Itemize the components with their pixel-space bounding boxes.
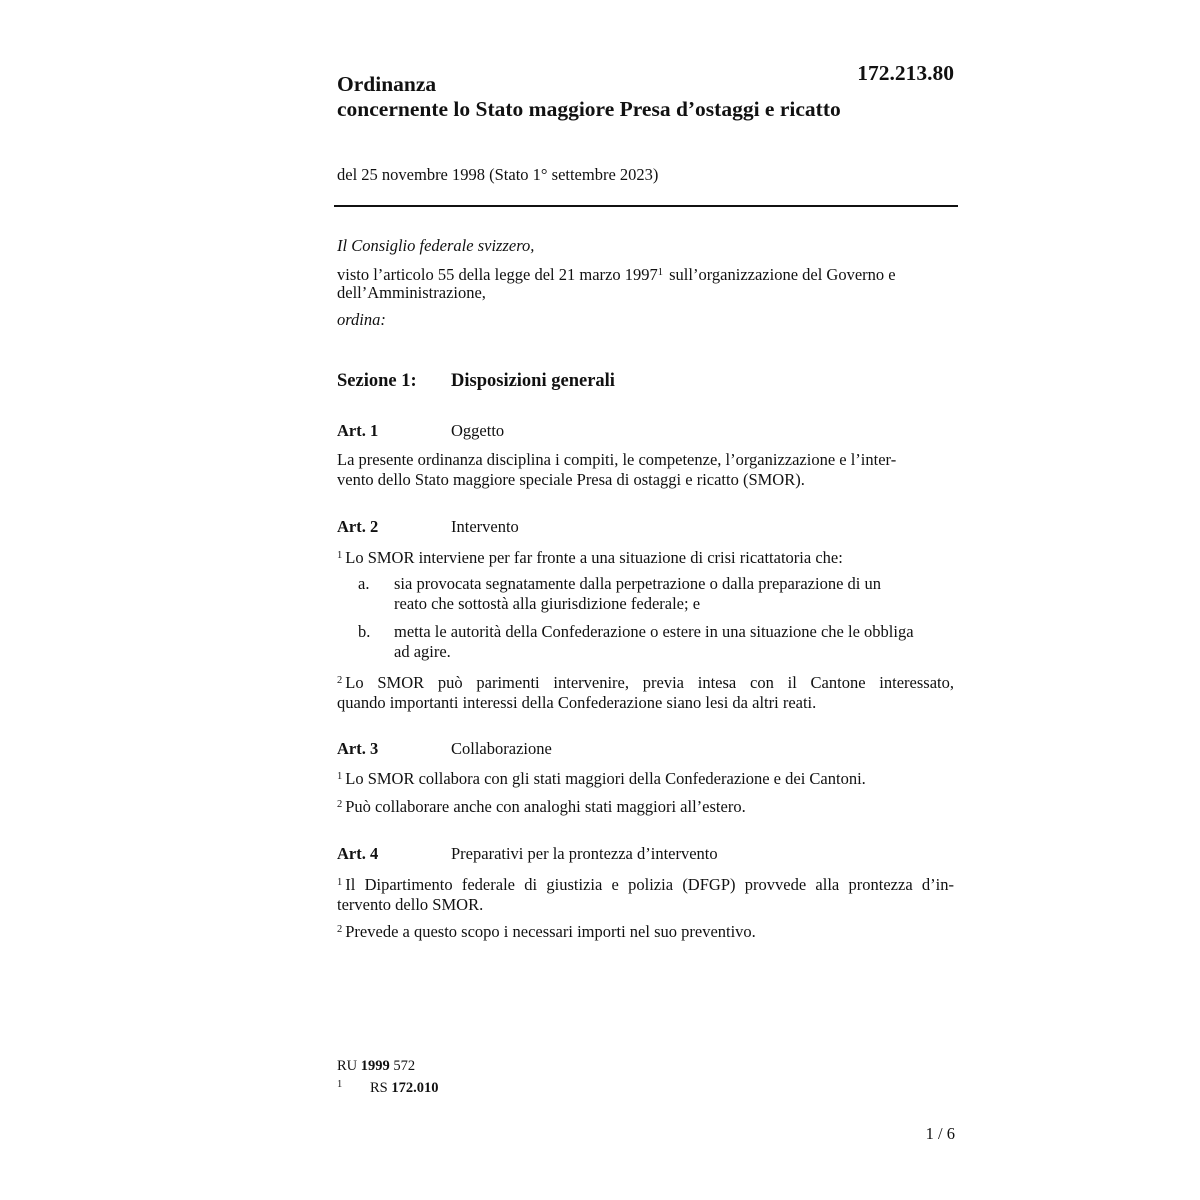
title-line-1: Ordinanza bbox=[337, 72, 437, 96]
paragraph-text: Lo SMOR collabora con gli stati maggiori della Confederazione e dei Cantoni. bbox=[345, 769, 866, 788]
article-paragraph bbox=[337, 920, 954, 942]
paragraph-number: 2 bbox=[337, 924, 343, 935]
list-item-marker: b. bbox=[358, 622, 371, 641]
article-number: Art. 1 bbox=[337, 421, 379, 440]
ru-prefix: RU bbox=[337, 1058, 358, 1074]
paragraph-line bbox=[337, 873, 954, 895]
preamble-basis-line-1 bbox=[337, 263, 896, 285]
article-title: Collaborazione bbox=[451, 739, 552, 758]
header-rule bbox=[334, 205, 958, 207]
paragraph-line: tervento dello SMOR. bbox=[337, 895, 484, 914]
list-item-line: ad agire. bbox=[394, 642, 451, 661]
article-paragraph bbox=[337, 671, 954, 713]
ru-page: 572 bbox=[393, 1058, 416, 1074]
footnote-marker: 1 bbox=[337, 1079, 343, 1090]
paragraph-line: quando importanti interessi della Confederazione siano lesi da altri reati. bbox=[337, 693, 817, 712]
footnote-prefix: RS bbox=[370, 1080, 388, 1096]
article-title: Preparativi per la prontezza d’intervento bbox=[451, 844, 718, 863]
paragraph-text: Prevede a questo scopo i necessari importi nel suo preventivo. bbox=[345, 922, 756, 941]
sr-number: 172.213.80 bbox=[857, 61, 954, 85]
article-paragraph bbox=[337, 767, 954, 789]
article-title: Intervento bbox=[451, 517, 519, 536]
date-line: del 25 novembre 1998 (Stato 1° settembre 2023) bbox=[337, 165, 659, 184]
paragraph-number: 1 bbox=[337, 771, 343, 782]
title-line-2: concernente lo Stato maggiore Presa d’ostaggi e ricatto bbox=[337, 97, 841, 121]
preamble-issuer: Il Consiglio federale svizzero, bbox=[337, 236, 535, 255]
paragraph-text: Può collaborare anche con analoghi stati maggiori all’estero. bbox=[345, 797, 746, 816]
footnote-ref-link[interactable]: 172.010 bbox=[391, 1080, 439, 1096]
list-item-line: metta le autorità della Confederazione o estere in una situazione che le obbliga bbox=[394, 622, 914, 641]
article-title: Oggetto bbox=[451, 421, 505, 440]
paragraph-line bbox=[337, 671, 954, 693]
article-paragraph bbox=[337, 795, 954, 817]
paragraph-line: La presente ordinanza disciplina i compiti, le competenze, l’organizzazione e l’inter- bbox=[337, 450, 897, 469]
preamble-decree: ordina: bbox=[337, 310, 386, 329]
article-paragraph bbox=[337, 546, 954, 568]
list-item-line: sia provocata segnatamente dalla perpetrazione o dalla preparazione di un bbox=[394, 574, 881, 593]
footnote-ref-1[interactable]: 1 bbox=[657, 267, 663, 278]
list-item-line: reato che sottostà alla giurisdizione federale; e bbox=[394, 594, 701, 613]
section-label: Sezione 1: bbox=[337, 371, 417, 391]
paragraph-text: Lo SMOR può parimenti intervenire, previa intesa con il Cantone interessato, bbox=[345, 673, 954, 692]
paragraph-line: vento dello Stato maggiore speciale Presa di ostaggi e ricatto (SMOR). bbox=[337, 470, 805, 489]
ru-reference bbox=[337, 1058, 415, 1075]
list-item bbox=[358, 622, 954, 662]
article-paragraph bbox=[337, 873, 954, 915]
article-number: Art. 3 bbox=[337, 739, 379, 758]
preamble-basis-line-2: dell’Amministrazione, bbox=[337, 283, 486, 302]
section-heading bbox=[337, 371, 615, 392]
list-item-marker: a. bbox=[358, 574, 370, 593]
paragraph-text: Lo SMOR interviene per far fronte a una situazione di crisi ricattatoria che: bbox=[345, 548, 843, 567]
ru-year: 1999 bbox=[360, 1058, 390, 1074]
preamble-basis-text: visto l’articolo 55 della legge del 21 marzo 1997 bbox=[337, 265, 658, 284]
article-number: Art. 2 bbox=[337, 517, 379, 536]
page-number: 1 / 6 bbox=[925, 1124, 955, 1143]
paragraph-number: 1 bbox=[337, 550, 343, 561]
paragraph-text: Il Dipartimento federale di giustizia e polizia (DFGP) provvede alla prontezza d’in- bbox=[345, 875, 954, 894]
list-item bbox=[358, 574, 954, 614]
footnote-1 bbox=[337, 1079, 439, 1097]
article-paragraph bbox=[337, 450, 954, 490]
article-number: Art. 4 bbox=[337, 844, 379, 863]
paragraph-number: 2 bbox=[337, 675, 343, 686]
article-heading bbox=[337, 739, 552, 759]
preamble-basis-text-cont: sull’organizzazione del Governo e bbox=[665, 265, 896, 284]
article-heading bbox=[337, 517, 519, 537]
paragraph-number: 2 bbox=[337, 799, 343, 810]
article-heading bbox=[337, 421, 504, 441]
document-title bbox=[337, 72, 841, 122]
section-title: Disposizioni generali bbox=[451, 371, 615, 391]
paragraph-number: 1 bbox=[337, 877, 343, 888]
article-heading bbox=[337, 844, 718, 864]
